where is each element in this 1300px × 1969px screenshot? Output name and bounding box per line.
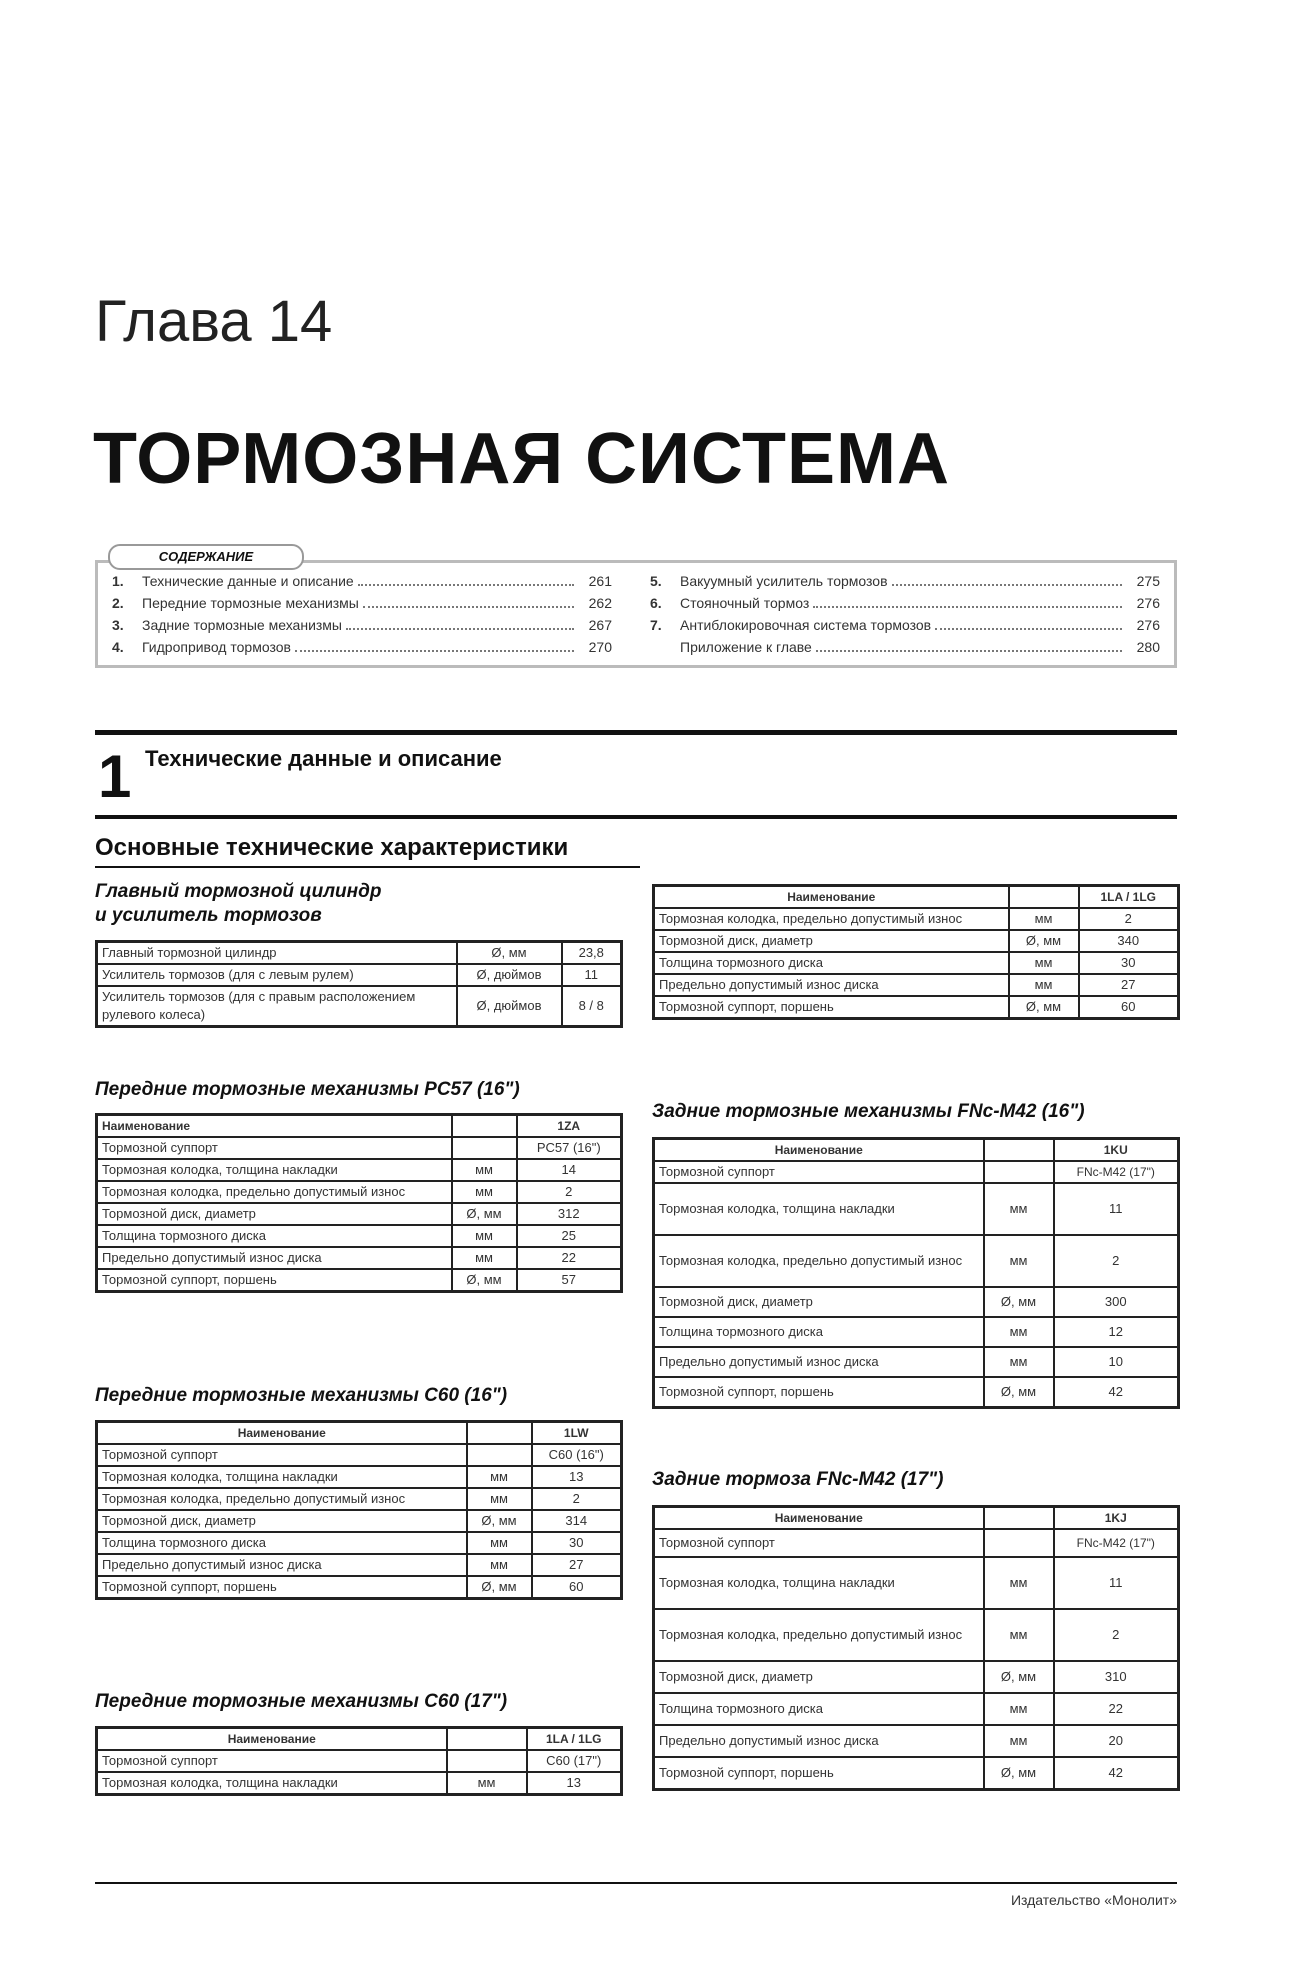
param-value: C60 (17") — [527, 1750, 622, 1772]
param-value: 30 — [1079, 952, 1179, 974]
param-unit: мм — [1009, 952, 1079, 974]
param-unit: Ø, дюймов — [457, 964, 562, 986]
param-value: 340 — [1079, 930, 1179, 952]
param-value: 11 — [1054, 1183, 1179, 1235]
column-header: Наименование — [97, 1422, 467, 1445]
table-row — [654, 908, 1179, 930]
param-unit: Ø, мм — [1009, 930, 1079, 952]
param-unit — [452, 1137, 517, 1159]
param-name: Тормозная колодка, толщина накладки — [97, 1159, 452, 1181]
param-unit: Ø, мм — [984, 1661, 1054, 1693]
param-unit: Ø, мм — [467, 1576, 532, 1599]
toc-number: 6. — [650, 595, 662, 611]
param-unit — [447, 1750, 527, 1772]
footer-rule — [95, 1882, 1177, 1884]
toc-text: Передние тормозные механизмы — [142, 595, 359, 611]
param-unit: мм — [467, 1466, 532, 1488]
param-name: Тормозной суппорт, поршень — [654, 1377, 984, 1407]
toc-leader — [363, 606, 574, 608]
toc-leader — [346, 628, 574, 630]
toc-page: 275 — [1136, 573, 1160, 589]
param-value: 27 — [532, 1554, 622, 1576]
toc-number: 7. — [650, 617, 662, 633]
table-header-row — [97, 1115, 622, 1138]
param-name: Тормозной диск, диаметр — [97, 1203, 452, 1225]
column-header — [452, 1115, 517, 1138]
param-name: Толщина тормозного диска — [97, 1225, 452, 1247]
section-title: Технические данные и описание — [145, 746, 502, 771]
toc-page: 262 — [588, 595, 612, 611]
subsection-underline — [95, 866, 640, 868]
param-unit: мм — [1009, 974, 1079, 996]
toc-page: 270 — [588, 639, 612, 655]
table-row — [97, 1750, 622, 1772]
param-name: Тормозная колодка, толщина накладки — [654, 1183, 984, 1235]
table-row — [654, 1317, 1179, 1347]
table-row — [654, 996, 1179, 1019]
column-header: 1ZA — [517, 1115, 622, 1138]
column-header: 1LA / 1LG — [1079, 886, 1179, 909]
column-header — [467, 1422, 532, 1445]
param-name: Усилитель тормозов (для с левым рулем) — [97, 964, 457, 986]
param-unit: мм — [984, 1693, 1054, 1725]
param-name: Тормозной суппорт, поршень — [654, 996, 1009, 1019]
param-name: Тормозной суппорт, поршень — [97, 1269, 452, 1292]
param-name: Тормозная колодка, толщина накладки — [97, 1466, 467, 1488]
contents-right-column — [650, 573, 1160, 661]
param-unit: мм — [984, 1317, 1054, 1347]
table-row — [97, 964, 622, 986]
param-value: FNc-M42 (17") — [1054, 1161, 1179, 1183]
param-unit: мм — [452, 1247, 517, 1269]
param-name: Толщина тормозного диска — [654, 1693, 984, 1725]
param-name: Тормозная колодка, предельно допустимый износ — [97, 1488, 467, 1510]
table-heading: Задние тормоза FNc-M42 (17") — [652, 1469, 944, 1490]
param-unit: мм — [467, 1554, 532, 1576]
table-row — [97, 1554, 622, 1576]
toc-item[interactable] — [112, 617, 612, 639]
column-header — [447, 1728, 527, 1751]
master-cylinder-table — [95, 940, 623, 1028]
param-name: Тормозной суппорт — [654, 1161, 984, 1183]
param-value: 2 — [1079, 908, 1179, 930]
param-value: 11 — [562, 964, 622, 986]
param-value: 310 — [1054, 1661, 1179, 1693]
param-unit: мм — [452, 1181, 517, 1203]
param-value: 27 — [1079, 974, 1179, 996]
param-value: 14 — [517, 1159, 622, 1181]
param-unit: мм — [984, 1347, 1054, 1377]
front-brakes-pc57-table — [95, 1113, 623, 1293]
param-name: Тормозная колодка, предельно допустимый износ — [654, 1609, 984, 1661]
toc-number: 3. — [112, 617, 124, 633]
section-number: 1 — [98, 743, 132, 810]
param-unit — [467, 1444, 532, 1466]
column-header: 1LA / 1LG — [527, 1728, 622, 1751]
param-value: 13 — [527, 1772, 622, 1795]
param-unit: мм — [467, 1488, 532, 1510]
param-value: 57 — [517, 1269, 622, 1292]
param-value: 8 / 8 — [562, 986, 622, 1027]
toc-number: 4. — [112, 639, 124, 655]
param-unit: мм — [984, 1609, 1054, 1661]
table-row — [97, 942, 622, 965]
table-row — [654, 1161, 1179, 1183]
param-value: 25 — [517, 1225, 622, 1247]
page-title: ТОРМОЗНАЯ СИСТЕМА — [93, 419, 951, 499]
toc-item[interactable] — [650, 573, 1160, 595]
table-row — [97, 1137, 622, 1159]
param-value: 11 — [1054, 1557, 1179, 1609]
toc-item[interactable] — [112, 573, 612, 595]
param-value: 23,8 — [562, 942, 622, 965]
param-name: Тормозная колодка, толщина накладки — [654, 1557, 984, 1609]
toc-text: Стояночный тормоз — [680, 595, 810, 611]
toc-page: 280 — [1136, 639, 1160, 655]
column-header: Наименование — [654, 886, 1009, 909]
table-header-row — [97, 1422, 622, 1445]
toc-item[interactable] — [112, 639, 612, 661]
table-row — [654, 1557, 1179, 1609]
param-name: Тормозная колодка, предельно допустимый износ — [97, 1181, 452, 1203]
param-unit: Ø, мм — [984, 1377, 1054, 1407]
table-row — [97, 1772, 622, 1795]
table-header-row — [654, 886, 1179, 909]
param-name: Толщина тормозного диска — [97, 1532, 467, 1554]
param-name: Тормозной суппорт, поршень — [97, 1576, 467, 1599]
table-row — [654, 1693, 1179, 1725]
table-heading: Передние тормозные механизмы C60 (17") — [95, 1691, 508, 1712]
table-row — [97, 1181, 622, 1203]
table-row — [97, 1532, 622, 1554]
toc-leader — [892, 584, 1122, 586]
toc-leader — [816, 650, 1122, 652]
toc-leader — [295, 650, 574, 652]
section-bottom-rule — [95, 815, 1177, 819]
publisher-footer: Издательство «Монолит» — [1010, 1892, 1177, 1908]
table-row — [97, 1225, 622, 1247]
param-name: Тормозной диск, диаметр — [654, 1287, 984, 1317]
toc-text: Гидропривод тормозов — [142, 639, 291, 655]
param-name: Тормозная колодка, толщина накладки — [97, 1772, 447, 1795]
rear-brakes-fnc-m42-17-table — [652, 1505, 1180, 1791]
param-value: 13 — [532, 1466, 622, 1488]
contents-left-column — [112, 573, 612, 661]
param-name: Толщина тормозного диска — [654, 952, 1009, 974]
contents-label: СОДЕРЖАНИЕ — [108, 544, 304, 570]
param-value: 22 — [517, 1247, 622, 1269]
table-row — [654, 1235, 1179, 1287]
param-value: 2 — [1054, 1235, 1179, 1287]
front-brakes-c60-17-continued-table — [652, 884, 1180, 1020]
param-unit: мм — [984, 1183, 1054, 1235]
column-header: Наименование — [97, 1115, 452, 1138]
param-value: 60 — [1079, 996, 1179, 1019]
table-row — [654, 930, 1179, 952]
param-unit: Ø, мм — [452, 1269, 517, 1292]
param-name: Предельно допустимый износ диска — [97, 1247, 452, 1269]
param-name: Предельно допустимый износ диска — [654, 974, 1009, 996]
toc-leader — [813, 606, 1122, 608]
table-row — [97, 1247, 622, 1269]
param-value: 22 — [1054, 1693, 1179, 1725]
param-value: 60 — [532, 1576, 622, 1599]
table-row — [97, 1466, 622, 1488]
param-value: 42 — [1054, 1757, 1179, 1789]
param-name: Тормозной диск, диаметр — [97, 1510, 467, 1532]
section-top-rule — [95, 730, 1177, 735]
table-heading: Задние тормозные механизмы FNc-M42 (16") — [652, 1101, 1085, 1122]
column-header: Наименование — [654, 1139, 984, 1162]
param-value: 312 — [517, 1203, 622, 1225]
toc-item[interactable] — [112, 595, 612, 617]
param-unit: мм — [1009, 908, 1079, 930]
toc-item[interactable] — [650, 617, 1160, 639]
param-name: Толщина тормозного диска — [654, 1317, 984, 1347]
table-row — [97, 1576, 622, 1599]
param-value: PC57 (16") — [517, 1137, 622, 1159]
toc-text: Технические данные и описание — [142, 573, 354, 589]
param-value: 2 — [532, 1488, 622, 1510]
table-row — [97, 1488, 622, 1510]
table-row — [654, 1347, 1179, 1377]
table-row — [97, 1269, 622, 1292]
param-unit — [984, 1529, 1054, 1557]
param-name: Тормозной суппорт — [654, 1529, 984, 1557]
toc-text: Приложение к главе — [680, 639, 812, 655]
param-value: 2 — [1054, 1609, 1179, 1661]
toc-text: Вакуумный усилитель тормозов — [680, 573, 888, 589]
toc-item[interactable] — [650, 595, 1160, 617]
table-row — [654, 1183, 1179, 1235]
front-brakes-c60-16-table — [95, 1420, 623, 1600]
column-header — [984, 1139, 1054, 1162]
rear-brakes-fnc-m42-16-table — [652, 1137, 1180, 1409]
param-name: Тормозной диск, диаметр — [654, 930, 1009, 952]
toc-leader — [935, 628, 1122, 630]
toc-page: 276 — [1136, 617, 1160, 633]
table-row — [654, 974, 1179, 996]
contents-box — [95, 560, 1177, 668]
subsection-title: Основные технические характеристики — [95, 834, 569, 861]
param-name: Предельно допустимый износ диска — [654, 1347, 984, 1377]
param-value: 10 — [1054, 1347, 1179, 1377]
param-unit: Ø, мм — [452, 1203, 517, 1225]
table-row — [654, 1661, 1179, 1693]
table-row — [97, 1203, 622, 1225]
param-unit: мм — [984, 1557, 1054, 1609]
param-unit: мм — [452, 1225, 517, 1247]
table-heading: Передние тормозные механизмы PC57 (16") — [95, 1079, 520, 1100]
param-value: FNc-M42 (17") — [1054, 1529, 1179, 1557]
toc-leader — [358, 584, 574, 586]
param-name: Тормозной диск, диаметр — [654, 1661, 984, 1693]
toc-text: Антиблокировочная система тормозов — [680, 617, 932, 633]
table-row — [654, 952, 1179, 974]
table-row — [654, 1757, 1179, 1789]
table-header-row — [654, 1139, 1179, 1162]
chapter-label: Глава 14 — [95, 289, 333, 354]
column-header: Наименование — [654, 1507, 984, 1530]
toc-text: Задние тормозные механизмы — [142, 617, 342, 633]
param-name: Усилитель тормозов (для с правым расположением рулевого колеса) — [97, 986, 457, 1027]
param-name: Главный тормозной цилиндр — [97, 942, 457, 965]
table-header-row — [654, 1507, 1179, 1530]
table-row — [654, 1529, 1179, 1557]
front-brakes-c60-17-table — [95, 1726, 623, 1796]
param-unit: мм — [467, 1532, 532, 1554]
column-header — [984, 1507, 1054, 1530]
param-value: 20 — [1054, 1725, 1179, 1757]
param-value: C60 (16") — [532, 1444, 622, 1466]
table-heading: Главный тормозной цилиндр и усилитель тормозов — [95, 881, 382, 926]
param-unit: Ø, дюймов — [457, 986, 562, 1027]
param-unit: мм — [984, 1725, 1054, 1757]
column-header: 1LW — [532, 1422, 622, 1445]
toc-page: 267 — [588, 617, 612, 633]
param-value: 314 — [532, 1510, 622, 1532]
param-name: Тормозной суппорт — [97, 1137, 452, 1159]
param-unit: Ø, мм — [457, 942, 562, 965]
param-unit: мм — [452, 1159, 517, 1181]
param-value: 300 — [1054, 1287, 1179, 1317]
param-unit: Ø, мм — [467, 1510, 532, 1532]
column-header: 1KJ — [1054, 1507, 1179, 1530]
table-row — [97, 986, 622, 1027]
param-unit — [984, 1161, 1054, 1183]
table-row — [654, 1377, 1179, 1407]
param-value: 2 — [517, 1181, 622, 1203]
table-heading: Передние тормозные механизмы C60 (16") — [95, 1385, 508, 1406]
toc-item[interactable] — [650, 639, 1160, 661]
table-row — [97, 1510, 622, 1532]
param-name: Тормозной суппорт, поршень — [654, 1757, 984, 1789]
toc-page: 276 — [1136, 595, 1160, 611]
column-header — [1009, 886, 1079, 909]
param-value: 30 — [532, 1532, 622, 1554]
param-name: Тормозной суппорт — [97, 1750, 447, 1772]
table-header-row — [97, 1728, 622, 1751]
table-row — [654, 1725, 1179, 1757]
param-value: 42 — [1054, 1377, 1179, 1407]
table-row — [654, 1287, 1179, 1317]
table-row — [97, 1159, 622, 1181]
toc-page: 261 — [588, 573, 612, 589]
toc-number: 2. — [112, 595, 124, 611]
param-value: 12 — [1054, 1317, 1179, 1347]
param-name: Тормозной суппорт — [97, 1444, 467, 1466]
column-header: 1KU — [1054, 1139, 1179, 1162]
param-unit: мм — [984, 1235, 1054, 1287]
param-name: Тормозная колодка, предельно допустимый износ — [654, 908, 1009, 930]
param-unit: Ø, мм — [984, 1287, 1054, 1317]
toc-number: 1. — [112, 573, 124, 589]
table-row — [654, 1609, 1179, 1661]
column-header: Наименование — [97, 1728, 447, 1751]
param-name: Предельно допустимый износ диска — [97, 1554, 467, 1576]
param-unit: Ø, мм — [1009, 996, 1079, 1019]
toc-number: 5. — [650, 573, 662, 589]
param-unit: Ø, мм — [984, 1757, 1054, 1789]
param-name: Предельно допустимый износ диска — [654, 1725, 984, 1757]
param-name: Тормозная колодка, предельно допустимый износ — [654, 1235, 984, 1287]
param-unit: мм — [447, 1772, 527, 1795]
table-row — [97, 1444, 622, 1466]
